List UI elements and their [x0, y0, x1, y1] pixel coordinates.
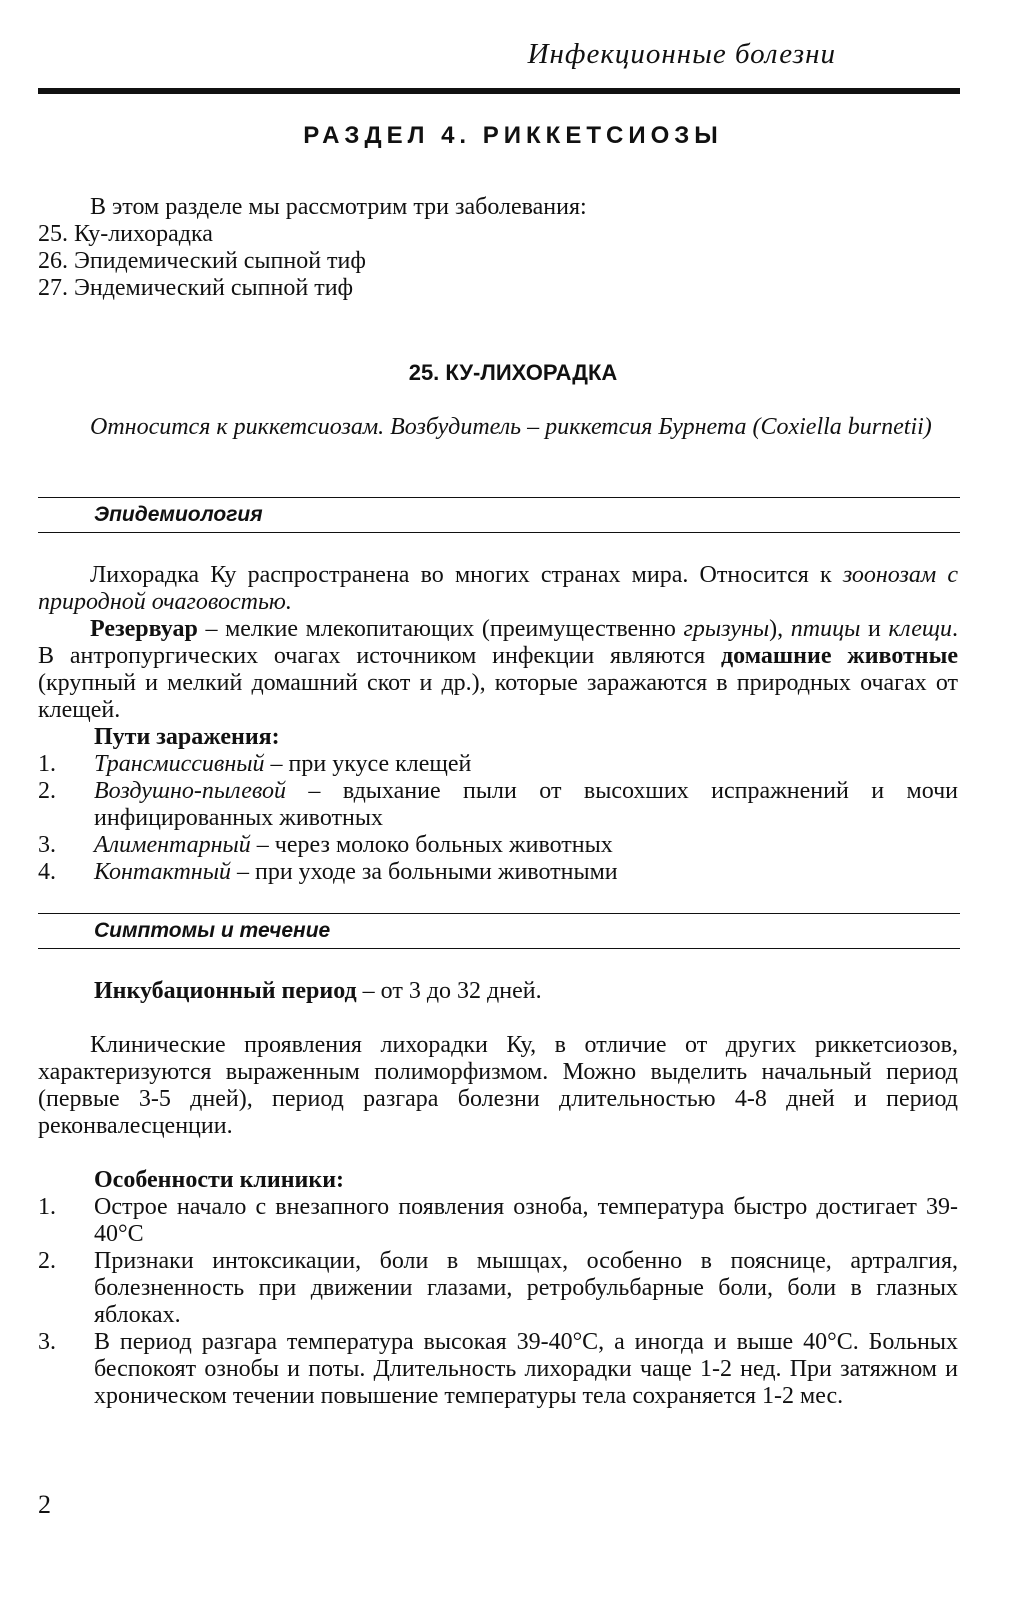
features-heading: [94, 1167, 344, 1194]
incubation-text: – от 3 до 32 дней.: [356, 978, 542, 1004]
clinical-paragraph: Клинические проявления лихорадки Ку, в отличие от других риккетсиозов, характеризуются выраженным полиморфизмом. Можно выделить начальный период (первые 3-5 дней), период разгара болезни длительностью 4-8 дней и период реконвалесценции.: [38, 1032, 958, 1139]
route-item: [38, 778, 958, 832]
list-number: 4.: [38, 859, 56, 885]
paragraph-bold: домашние животные: [721, 643, 959, 669]
feature-item: [38, 1194, 958, 1248]
epidemiology-heading: Эпидемиология: [94, 503, 263, 526]
paragraph-italic: птицы: [790, 616, 861, 642]
route-item: [38, 751, 958, 778]
routes-heading-text: Пути заражения:: [94, 724, 280, 750]
feature-text: Признаки интоксикации, боли в мышцах, особенно в пояснице, артралгия, болезненность при движении глазами, ретробульбарные боли, боли в глазных яблоках.: [94, 1248, 958, 1328]
routes-list: [38, 751, 958, 886]
running-header: Инфекционные болезни: [527, 38, 836, 70]
reservoir-paragraph: [38, 616, 958, 724]
paragraph-text: – мелкие млекопитающих (преимущественно: [197, 616, 684, 642]
intro-sentence: В этом разделе мы рассмотрим три заболевания:: [90, 194, 587, 220]
paragraph-text: Лихорадка Ку распространена во многих странах мира. Относится к: [90, 562, 843, 588]
disease-item: 26. Эпидемический сыпной тиф: [38, 248, 366, 274]
route-name: Трансмиссивный: [94, 751, 265, 777]
list-number: 1.: [38, 1194, 56, 1220]
feature-text: В период разгара температура высокая 39-40°С, а иногда и выше 40°С. Больных беспокоят ознобы и поты. Длительность лихорадки чаще 1-2 нед. При затяжном и хроническом течении повышение температуры тела сохраняется 1-2 мес.: [94, 1329, 958, 1409]
divider-line: [38, 497, 960, 498]
paragraph-text: ),: [769, 616, 791, 642]
epidemiology-paragraph: [38, 562, 958, 616]
routes-heading: [94, 724, 280, 751]
route-item: [38, 859, 958, 886]
route-text: – при уходе за больными животными: [230, 859, 618, 885]
route-name: Контактный: [94, 859, 231, 885]
symptoms-heading: Симптомы и течение: [94, 919, 331, 942]
disease-item: 27. Эндемический сыпной тиф: [38, 275, 354, 301]
incubation-label: Инкубационный период: [94, 978, 357, 1004]
list-number: 2.: [38, 778, 56, 804]
paragraph-text: (крупный и мелкий домашний скот и др.), которые заражаются в природных очагах от клещей.: [38, 670, 958, 723]
route-item: [38, 832, 958, 859]
feature-item: [38, 1248, 958, 1329]
section-title: РАЗДЕЛ 4. РИККЕТСИОЗЫ: [303, 122, 723, 149]
route-text: – при укусе клещей: [264, 751, 472, 777]
header-rule: [38, 88, 960, 94]
list-number: 1.: [38, 751, 56, 777]
list-number: 3.: [38, 832, 56, 858]
route-name: Воздушно-пылевой: [94, 778, 286, 804]
section-intro: [38, 194, 958, 302]
paragraph-italic: грызуны: [683, 616, 770, 642]
page-number: 2: [38, 1490, 51, 1519]
reservoir-label: Резервуар: [90, 616, 198, 642]
route-text: – вдыхание пыли от высохших испражнений и мочи инфицированных животных: [94, 778, 958, 831]
feature-text: Острое начало с внезапного появления озноба, температура быстро достигает 39-40°С: [94, 1194, 958, 1247]
divider-line: [38, 532, 960, 533]
list-number: 2.: [38, 1248, 56, 1274]
route-text: – через молоко больных животных: [250, 832, 613, 858]
chapter-title: 25. КУ-ЛИХОРАДКА: [408, 360, 618, 385]
paragraph-text: . В антропургических очагах источником инфекции являются: [38, 616, 958, 669]
paragraph-italic: клещи: [888, 616, 952, 642]
paragraph-italic: зоонозам с природной очаговостью.: [38, 562, 959, 615]
disease-item: 25. Ку-лихорадка: [38, 221, 213, 247]
features-list: [38, 1194, 958, 1410]
chapter-lead: Относится к риккетсиозам. Возбудитель – риккетсия Бурнета (Coxiella burnetii): [90, 414, 932, 440]
list-number: 3.: [38, 1329, 56, 1355]
route-name: Алиментарный: [94, 832, 251, 858]
divider-line: [38, 913, 960, 914]
feature-item: [38, 1329, 958, 1410]
features-heading-text: Особенности клиники:: [94, 1167, 345, 1193]
paragraph-text: и: [860, 616, 889, 642]
divider-line: [38, 948, 960, 949]
incubation-line: [94, 978, 958, 1005]
